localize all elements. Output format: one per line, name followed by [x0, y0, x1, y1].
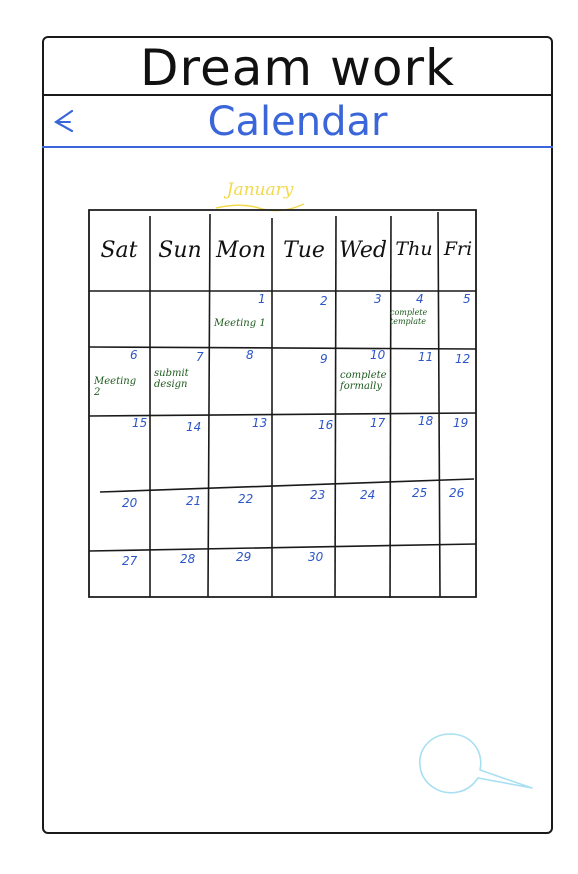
- date-cell-28[interactable]: 28: [180, 552, 196, 566]
- date-cell-15[interactable]: 15: [132, 416, 148, 430]
- date-cell-17[interactable]: 17: [370, 416, 386, 430]
- nav-bar: [42, 96, 553, 148]
- event-complete-formally-line2: formally: [340, 381, 382, 392]
- day-header-wed: Wed: [339, 238, 387, 263]
- day-header-sun: Sun: [158, 238, 202, 263]
- day-header-sat: Sat: [100, 238, 138, 263]
- date-cell-21[interactable]: 21: [186, 494, 202, 508]
- date-cell-9[interactable]: 9: [320, 352, 328, 366]
- date-cell-5[interactable]: 5: [463, 292, 471, 306]
- date-cell-13[interactable]: 13: [252, 416, 268, 430]
- date-cell-20[interactable]: 20: [122, 496, 138, 510]
- event-complete-template-line1: complete: [390, 308, 428, 317]
- event-complete-formally[interactable]: [340, 370, 387, 392]
- event-meeting-1[interactable]: Meeting 1: [214, 318, 266, 329]
- date-cell-7[interactable]: 7: [196, 350, 204, 364]
- date-cell-11[interactable]: 11: [418, 350, 434, 364]
- event-complete-formally-line1: complete: [340, 370, 387, 381]
- day-header-thu: Thu: [395, 238, 433, 260]
- date-cell-27[interactable]: 27: [122, 554, 138, 568]
- date-cell-25[interactable]: 25: [412, 486, 428, 500]
- event-complete-template[interactable]: [390, 308, 427, 326]
- day-header-tue: Tue: [283, 238, 325, 263]
- date-cell-19[interactable]: 19: [453, 416, 469, 430]
- date-cell-22[interactable]: 22: [238, 492, 254, 506]
- event-meeting-2-line2: 2: [94, 387, 101, 398]
- month-label[interactable]: January: [226, 180, 294, 200]
- date-cell-24[interactable]: 24: [360, 488, 376, 502]
- event-meeting-2-line1: Meeting: [94, 376, 137, 387]
- app-header: [42, 36, 553, 96]
- date-cell-16[interactable]: 16: [318, 418, 334, 432]
- event-meeting-2[interactable]: [94, 376, 136, 398]
- event-complete-template-line2: template: [390, 317, 426, 326]
- date-cell-18[interactable]: 18: [418, 414, 434, 428]
- date-cell-10[interactable]: 10: [370, 348, 386, 362]
- date-cell-1[interactable]: 1: [258, 292, 266, 306]
- calendar-lines: [88, 208, 477, 598]
- date-cell-2[interactable]: 2: [320, 294, 328, 308]
- date-cell-23[interactable]: 23: [310, 488, 326, 502]
- date-cell-12[interactable]: 12: [455, 352, 471, 366]
- date-cell-14[interactable]: 14: [186, 420, 202, 434]
- day-header-mon: Mon: [216, 238, 266, 263]
- event-submit-design[interactable]: [154, 368, 189, 390]
- chat-bubble-icon[interactable]: [414, 730, 534, 800]
- date-cell-30[interactable]: 30: [308, 550, 324, 564]
- date-cell-8[interactable]: 8: [246, 348, 254, 362]
- date-cell-26[interactable]: 26: [449, 486, 465, 500]
- date-cell-3[interactable]: 3: [374, 292, 382, 306]
- app-title: Dream work: [140, 39, 455, 97]
- date-cell-4[interactable]: 4: [416, 292, 424, 306]
- screen-title: Calendar: [207, 99, 388, 145]
- calendar-grid: [88, 208, 477, 598]
- event-submit-design-line2: design: [154, 379, 188, 390]
- day-header-fri: Fri: [443, 238, 473, 260]
- event-submit-design-line1: submit: [154, 368, 189, 379]
- date-cell-29[interactable]: 29: [236, 550, 252, 564]
- date-cell-6[interactable]: 6: [130, 348, 138, 362]
